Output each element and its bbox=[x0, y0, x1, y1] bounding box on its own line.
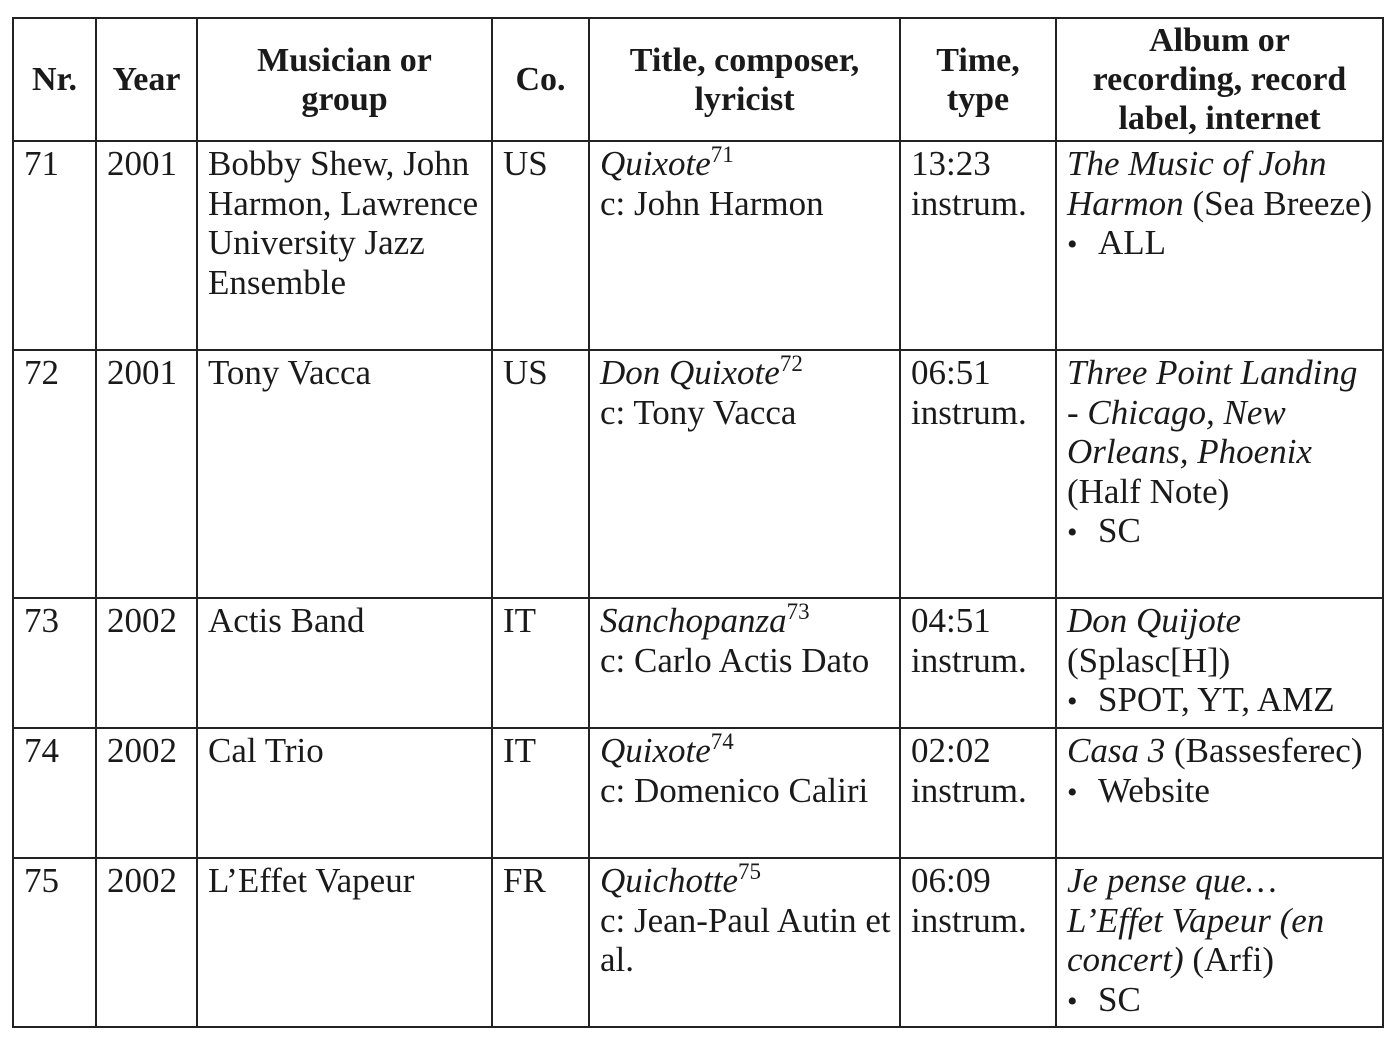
header-musician: Musician or group bbox=[197, 18, 492, 141]
recordings-table bbox=[12, 17, 1384, 1028]
record-label: (Sea Breeze) bbox=[1183, 183, 1373, 223]
album-title: The Music of John Harmon bbox=[1067, 144, 1327, 223]
cell-musician: L’Effet Vapeur bbox=[197, 858, 492, 1027]
header-row bbox=[13, 18, 1383, 141]
footnote-ref: 75 bbox=[738, 859, 762, 884]
cell-title bbox=[589, 598, 900, 728]
cell-time bbox=[900, 858, 1056, 1027]
composer: c: Carlo Actis Dato bbox=[600, 640, 870, 680]
cell-musician: Actis Band bbox=[197, 598, 492, 728]
cell-title bbox=[589, 350, 900, 598]
composer: c: Tony Vacca bbox=[600, 392, 797, 432]
cell-time bbox=[900, 728, 1056, 858]
duration: 02:02 bbox=[911, 731, 991, 770]
record-label: (Bassesferec) bbox=[1165, 731, 1363, 770]
cell-time bbox=[900, 598, 1056, 728]
record-label: (Splasc[H]) bbox=[1067, 640, 1231, 680]
footnote-ref: 72 bbox=[779, 351, 803, 376]
type: instrum. bbox=[911, 640, 1027, 680]
song-title: Don Quixote bbox=[600, 353, 780, 392]
type: instrum. bbox=[911, 900, 1027, 940]
composer: c: Domenico Caliri bbox=[600, 770, 869, 810]
footnote-ref: 73 bbox=[786, 599, 810, 624]
header-title: Title, composer, lyricist bbox=[589, 18, 900, 141]
cell-country: IT bbox=[492, 728, 589, 858]
song-title: Sanchopanza bbox=[600, 601, 787, 640]
cell-country: US bbox=[492, 141, 589, 350]
footnote-ref: 71 bbox=[710, 142, 734, 167]
cell-album bbox=[1056, 598, 1383, 728]
internet-sources: • SPOT, YT, AMZ bbox=[1067, 680, 1374, 722]
composer: c: Jean-Paul Autin et al. bbox=[600, 900, 891, 979]
duration: 04:51 bbox=[911, 601, 991, 640]
song-title: Quixote bbox=[600, 731, 711, 770]
cell-country: FR bbox=[492, 858, 589, 1027]
duration: 06:09 bbox=[911, 861, 991, 900]
type: instrum. bbox=[911, 392, 1027, 432]
record-label: (Arfi) bbox=[1183, 940, 1274, 979]
composer: c: John Harmon bbox=[600, 183, 824, 223]
cell-time bbox=[900, 141, 1056, 350]
header-time: Time, type bbox=[900, 18, 1056, 141]
duration: 13:23 bbox=[911, 144, 991, 183]
header-nr: Nr. bbox=[13, 18, 96, 141]
cell-time bbox=[900, 350, 1056, 598]
table-row bbox=[13, 141, 1383, 350]
cell-year: 2002 bbox=[96, 728, 197, 858]
cell-year: 2001 bbox=[96, 141, 197, 350]
header-year: Year bbox=[96, 18, 197, 141]
cell-title bbox=[589, 728, 900, 858]
cell-nr: 75 bbox=[13, 858, 96, 1027]
song-title: Quixote bbox=[600, 144, 711, 183]
cell-nr: 72 bbox=[13, 350, 96, 598]
internet-sources: • SC bbox=[1067, 980, 1374, 1022]
record-label: (Half Note) bbox=[1067, 471, 1230, 511]
table-row bbox=[13, 728, 1383, 858]
footnote-ref: 74 bbox=[710, 729, 734, 754]
album-title: Don Quijote bbox=[1067, 601, 1242, 640]
cell-musician: Tony Vacca bbox=[197, 350, 492, 598]
album-title: Je pense que… L’Effet Vapeur (en concert) bbox=[1067, 861, 1325, 979]
cell-year: 2002 bbox=[96, 858, 197, 1027]
internet-sources: • SC bbox=[1067, 511, 1374, 553]
cell-album bbox=[1056, 728, 1383, 858]
header-country: Co. bbox=[492, 18, 589, 141]
cell-album bbox=[1056, 858, 1383, 1027]
header-album: Album or recording, record label, internet bbox=[1056, 18, 1383, 141]
internet-sources: • Website bbox=[1067, 771, 1374, 813]
song-title: Quichotte bbox=[600, 861, 739, 900]
album-title: Three Point Landing - Chicago, New Orleans, Phoenix bbox=[1067, 353, 1358, 471]
cell-musician: Cal Trio bbox=[197, 728, 492, 858]
type: instrum. bbox=[911, 770, 1027, 810]
internet-sources: • ALL bbox=[1067, 223, 1374, 265]
cell-musician: Bobby Shew, John Harmon, Lawrence University Jazz Ensemble bbox=[197, 141, 492, 350]
cell-country: IT bbox=[492, 598, 589, 728]
type: instrum. bbox=[911, 183, 1027, 223]
cell-year: 2001 bbox=[96, 350, 197, 598]
cell-album bbox=[1056, 141, 1383, 350]
table-row bbox=[13, 598, 1383, 728]
cell-nr: 74 bbox=[13, 728, 96, 858]
cell-title bbox=[589, 141, 900, 350]
cell-country: US bbox=[492, 350, 589, 598]
cell-title bbox=[589, 858, 900, 1027]
table-row bbox=[13, 858, 1383, 1027]
duration: 06:51 bbox=[911, 353, 991, 392]
cell-nr: 73 bbox=[13, 598, 96, 728]
table-row bbox=[13, 350, 1383, 598]
cell-year: 2002 bbox=[96, 598, 197, 728]
cell-nr: 71 bbox=[13, 141, 96, 350]
album-title: Casa 3 bbox=[1067, 731, 1166, 770]
cell-album bbox=[1056, 350, 1383, 598]
